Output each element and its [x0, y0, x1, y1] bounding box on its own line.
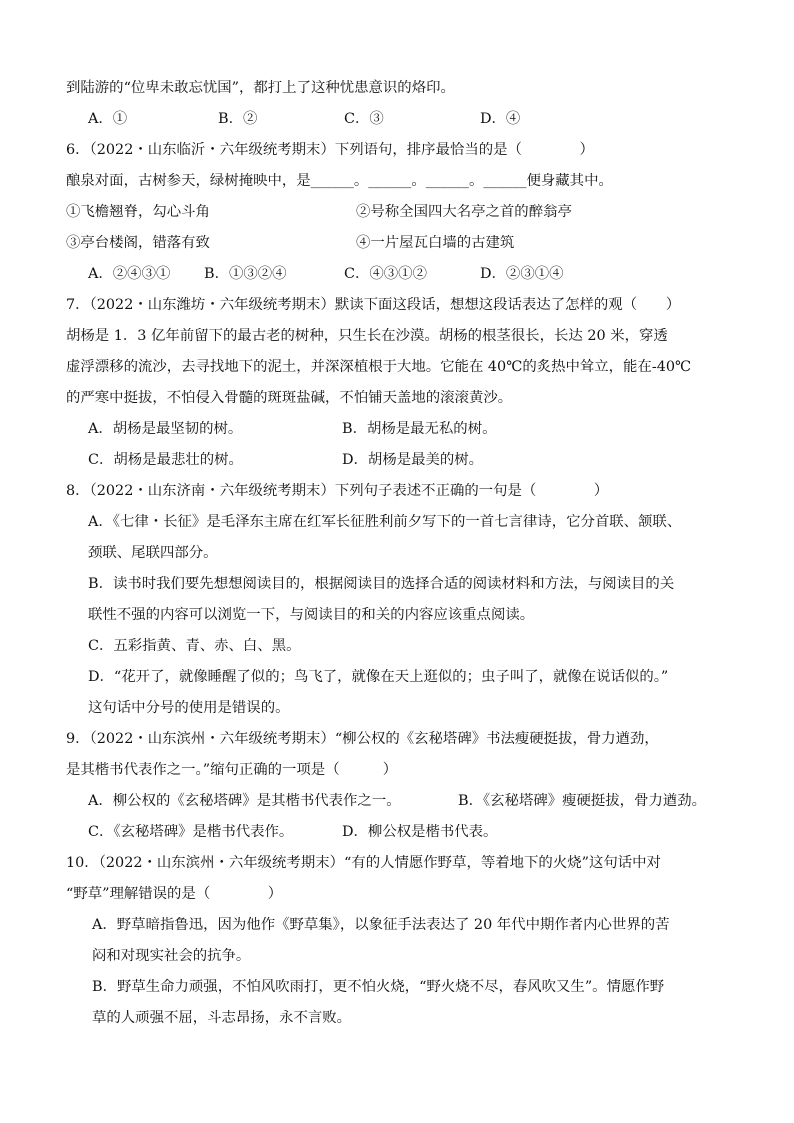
- q5-options: [88, 109, 728, 129]
- q9-option-d: D．柳公权是楷书代表。: [342, 824, 498, 840]
- q10-stem-cont: “野草”理解错误的是（ ）: [66, 886, 283, 902]
- q8-option-a-cont: 颈联、尾联四部分。: [88, 545, 218, 561]
- q7-option-d: D．胡杨是最美的树。: [342, 452, 484, 468]
- q6-stem: 6．（2022・山东临沂・六年级统考期末）下列语句，排序最恰当的是（ ）: [66, 142, 594, 158]
- q7-option-c: C．胡杨是最悲壮的树。: [88, 452, 243, 468]
- option-b: B．②: [218, 111, 258, 127]
- q8-stem: 8．（2022・山东济南・六年级统考期末）下列句子表述不正确的一句是（ ）: [66, 483, 609, 499]
- option-b: B．①③②④: [204, 266, 287, 282]
- q9-option-b: B．《玄秘塔碑》瘦硬挺拔，骨力遒劲。: [458, 793, 707, 809]
- q8-option-b-cont: 联性不强的内容可以浏览一下，与阅读目的和关的内容应该重点阅读。: [88, 607, 535, 623]
- q8-option-b: B．读书时我们要先想想阅读目的，根据阅读目的选择合适的阅读材料和方法，与阅读目的关: [88, 576, 675, 592]
- q8-option-c: C．五彩指黄、青、赤、白、黑。: [88, 638, 301, 654]
- q10-option-b-cont: 草的人顽强不屈，斗志昂扬，永不言败。: [92, 1010, 352, 1026]
- q10-option-b: B．野草生命力顽强，不怕风吹雨打，更不怕火烧，“野火烧不尽，春风吹又生”。情愿作野: [92, 979, 665, 995]
- q9-stem: 9．（2022・山东滨州・六年级统考期末）“柳公权的《玄秘塔碑》书法瘦硬挺拔，骨力遒劲，: [66, 731, 659, 747]
- q9-option-a: A．柳公权的《玄秘塔碑》是其楷书代表作之一。: [88, 793, 401, 809]
- text-line: 到陆游的“位卑未敢忘忧国”，都打上了这种忧患意识的烙印。: [66, 80, 455, 96]
- option-a: A．①: [88, 111, 128, 127]
- q10-option-a-cont: 闷和对现实社会的抗争。: [92, 948, 251, 964]
- q9-option-c: C．《玄秘塔碑》是楷书代表作。: [88, 824, 294, 840]
- option-d: D．②③①④: [480, 266, 564, 282]
- q7-option-a: A．胡杨是最坚韧的树。: [88, 421, 243, 437]
- option-d: D．④: [480, 111, 521, 127]
- q6-sentence-3: ③亭台楼阁，错落有致: [66, 235, 210, 251]
- q6-sentence-1: ①飞檐翘脊，勾心斗角: [66, 204, 210, 220]
- q8-option-a: A．《七律・长征》是毛泽东主席在红军长征胜利前夕写下的一首七言律诗，它分首联、颔联、: [88, 514, 682, 530]
- q6-text: 酿泉对面，古树参天，绿树掩映中，是______。______。______。______便身藏其中。: [66, 173, 613, 189]
- option-c: C．④③①②: [344, 266, 427, 282]
- q6-sentence-4: ④一片屋瓦白墙的古建筑: [356, 235, 515, 251]
- q7-option-b: B．胡杨是最无私的树。: [342, 421, 497, 437]
- q10-stem: 10．（2022・山东滨州・六年级统考期末）“有的人情愿作野草，等着地下的火烧”这句话中对: [66, 855, 661, 871]
- q6-sentence-2: ②号称全国四大名亭之首的醉翁亭: [356, 204, 572, 220]
- q7-passage-line: 的严寒中挺拔，不怕侵入骨髓的斑斑盐碱，不怕铺天盖地的滚滚黄沙。: [66, 390, 513, 406]
- q6-options: [88, 264, 728, 284]
- option-c: C．③: [344, 111, 384, 127]
- q7-passage-line: 虚浮漂移的流沙，去寻找地下的泥土，并深深植根于大地。它能在 40℃的炙热中耸立，能在-40℃: [66, 359, 692, 375]
- q7-passage-line: 胡杨是 1．3 亿年前留下的最古老的树种，只生长在沙漠。胡杨的根茎很长，长达 20 米，穿透: [66, 328, 668, 344]
- option-a: A．②④③①: [88, 266, 171, 282]
- q10-option-a: A．野草暗指鲁迅，因为他作《野草集》，以象征手法表达了 20 年代中期作者内心世界的苦: [92, 917, 670, 933]
- q9-stem-cont: 是其楷书代表作之一。”缩句正确的一项是（ ）: [66, 762, 398, 778]
- q8-option-d: D．“花开了，就像睡醒了似的；鸟飞了，就像在天上逛似的；虫子叫了，就像在说话似的。”: [88, 669, 669, 685]
- q8-option-d-cont: 这句话中分号的使用是错误的。: [88, 700, 290, 716]
- q7-stem: 7．（2022・山东潍坊・六年级统考期末）默读下面这段话，想想这段话表达了怎样的观（ ）: [66, 297, 681, 313]
